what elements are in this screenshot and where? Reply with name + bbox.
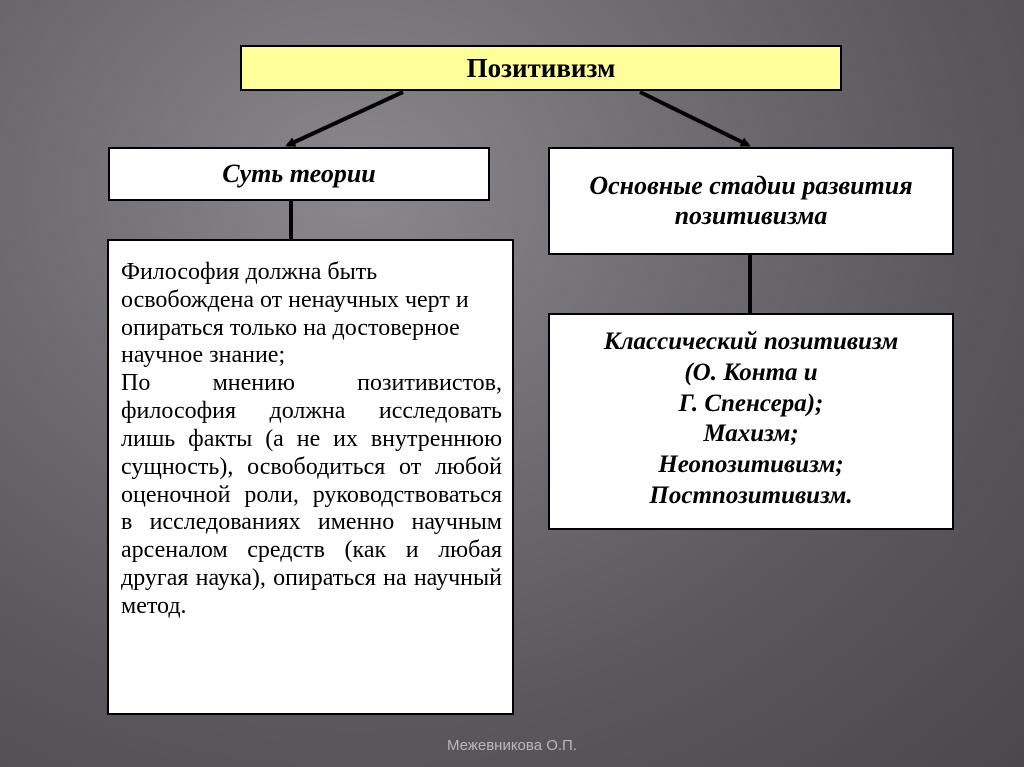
right-body-line: Классический позитивизм [603, 328, 899, 355]
right-body-line: Постпозитивизм. [649, 481, 853, 509]
title-box [240, 45, 842, 91]
left-body-first-paragraph: Философия должна быть освобождена от ненаучных черт и опираться только на достоверное научное знание; [121, 259, 469, 369]
left-body-box [107, 239, 514, 715]
right-header-label: Основные стадии развития позитивизма [589, 171, 913, 230]
footer-author: Межевникова О.П. [446, 737, 577, 754]
right-header-box [548, 147, 954, 255]
left-header-label: Суть теории [222, 159, 376, 188]
right-body-line: (О. Конта и [684, 358, 818, 386]
right-body-line: Неопозитивизм; [658, 451, 844, 478]
arrow-to-right-header [640, 92, 748, 145]
arrow-to-left-header [288, 92, 403, 145]
right-body-box [548, 313, 954, 530]
right-body-line: Махизм; [703, 420, 799, 448]
diagram-title: Позитивизм [466, 52, 616, 83]
left-body-second-paragraph: По мнению позитивистов, философия должна исследовать лишь факты (а не их внутреннюю сущность), освободиться от любой оценочной роли, руководствоваться в исследованиях именно научным арсеналом средств (как и любая другая наука), опираться на научный метод. [121, 370, 502, 619]
left-header-box [108, 147, 490, 201]
right-body-line: Г. Спенсера); [678, 389, 824, 417]
